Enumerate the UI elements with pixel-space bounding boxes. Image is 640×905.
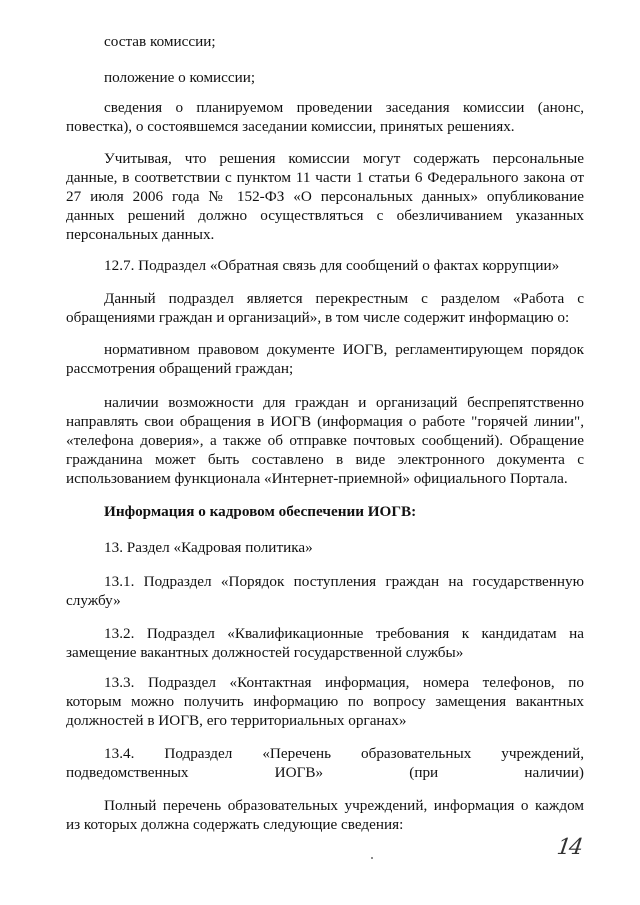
list-item-commission-regulation: положение о комиссии; [104, 69, 256, 86]
paragraph-personal-data: Учитывая, что решения комиссии могут содержать персональные данные, в соответствии с пунктом 11 части 1 статьи 6 Федерального закона от 27 июля 2006 года № 152-ФЗ «О персональных данных» опубликование данных решений должно осуществляться с обезличиванием указанных персональных данных. [66, 150, 584, 243]
section-heading-13-2: 13.2. Подраздел «Квалификационные требования к кандидатам на замещение вакантных должностей государственной службы» [66, 625, 584, 661]
list-item-commission-meetings: сведения о планируемом проведении заседания комиссии (анонс, повестка), о состоявшемся заседании комиссии, принятых решениях. [66, 99, 584, 135]
section-heading-12-7: 12.7. Подраздел «Обратная связь для сообщений о фактах коррупции» [104, 257, 560, 274]
page-number: 14 [555, 835, 583, 860]
list-item-commission-composition: состав комиссии; [104, 33, 216, 50]
list-item-appeals-possibility: наличии возможности для граждан и организаций беспрепятственно направлять свои обращения в ИОГВ (информация о работе "горячей линии", «телефона доверия», а также об отправке почтовых сообщений). Обращение гражданина может быть составлено в виде электронного документа с использованием функционала «Интернет-приемной» официального Портала. [66, 394, 584, 487]
section-heading-13-3: 13.3. Подраздел «Контактная информация, номера телефонов, по которым можно получить информацию по вопросу замещения вакантных должностей в ИОГВ, его территориальных органах» [66, 674, 584, 729]
paragraph-cross-reference: Данный подраздел является перекрестным с разделом «Работа с обращениями граждан и организаций», в том числе содержит информацию о: [66, 290, 584, 326]
scan-speck [371, 857, 373, 859]
section-heading-13-4: 13.4. Подраздел «Перечень образовательных учреждений, подведомственных ИОГВ» (при наличии) [66, 745, 584, 781]
section-heading-hr-info: Информация о кадровом обеспечении ИОГВ: [104, 503, 417, 520]
list-item-normative-document: нормативном правовом документе ИОГВ, регламентирующем порядок рассмотрения обращений граждан; [66, 341, 584, 377]
section-heading-13-1: 13.1. Подраздел «Порядок поступления граждан на государственную службу» [66, 573, 584, 609]
section-heading-13: 13. Раздел «Кадровая политика» [104, 539, 313, 556]
paragraph-institutions-list: Полный перечень образовательных учреждений, информация о каждом из которых должна содержать следующие сведения: [66, 797, 584, 833]
